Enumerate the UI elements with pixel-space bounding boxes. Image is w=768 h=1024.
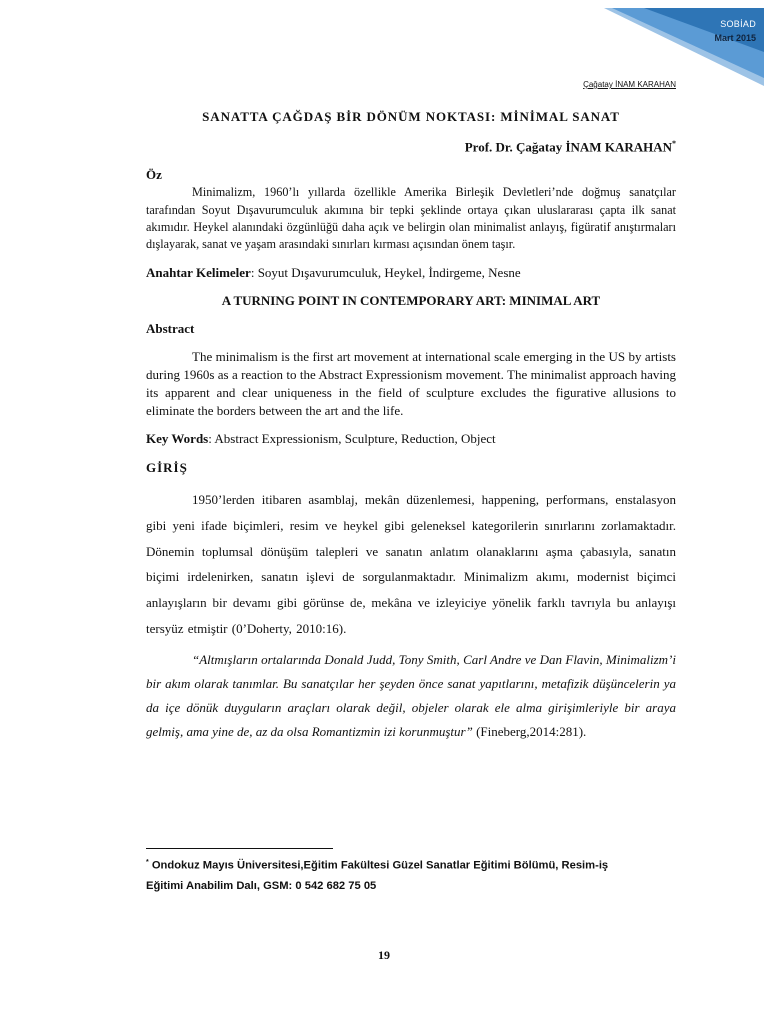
footnote bbox=[146, 853, 666, 896]
author-name: Prof. Dr. Çağatay İNAM KARAHAN bbox=[464, 139, 672, 155]
giris-heading: GİRİŞ bbox=[146, 460, 188, 476]
block-quote bbox=[146, 648, 676, 745]
page-number: 19 bbox=[378, 948, 390, 962]
keywords-tr-text: : Soyut Dışavurumculuk, Heykel, İndirgeme, Nesne bbox=[250, 264, 521, 280]
oz-heading: Öz bbox=[146, 167, 162, 183]
journal-badge bbox=[604, 8, 764, 86]
quote-citation: (Fineberg,2014:281). bbox=[472, 724, 587, 740]
article-body bbox=[146, 108, 676, 744]
keywords-tr bbox=[146, 264, 676, 282]
keywords-en-text: : Abstract Expressionism, Sculpture, Reduction, Object bbox=[208, 431, 496, 447]
footnote-affiliation: Ondokuz Mayıs Üniversitesi,Eğitim Fakültesi Güzel Sanatlar Eğitimi Bölümü, Resim-iş bbox=[148, 859, 609, 872]
keywords-en-label: Key Words bbox=[146, 431, 209, 447]
footnote-line-2: Eğitimi Anabilim Dalı, GSM: 0 542 682 75 05 bbox=[146, 879, 377, 892]
author-line bbox=[146, 135, 676, 156]
badge-issue-date: Mart 2015 bbox=[714, 33, 756, 43]
giris-paragraph: 1950’lerden itibaren asamblaj, mekân düzenlemesi, happening, performans, enstalasyon gibi yeni ifade biçimleri, resim ve heykel gibi geleneksel kategorilerin sınırlarını zorlamaktadır. Dönemin toplumsal dönüşüm talepleri ve sanatın anlatım olanaklarını aşma çabasıyla, sanatın biçimi irdelenirken, sanatın işlevi de sorgulanmaktadır. Minimalizm akımı, modernist biçimci anlayışların bir devamı gibi görünse de, mekâna ve izleyiciye yönelik farklı tavrıyla bu anlayışı tersyüz etmiştir (0’Doherty, 2010:16). bbox=[146, 492, 676, 636]
article-title-en: A TURNING POINT IN CONTEMPORARY ART: MINIMAL ART bbox=[221, 292, 601, 308]
footnote-line-1 bbox=[146, 853, 666, 876]
abstract-heading: Abstract bbox=[146, 320, 195, 336]
author-footnote-mark: * bbox=[672, 139, 676, 148]
article-title-tr: SANATTA ÇAĞDAŞ BİR DÖNÜM NOKTASI: MİNİMAL SANAT bbox=[202, 109, 620, 124]
footnote-separator bbox=[146, 848, 333, 849]
footnote-mark: * bbox=[146, 859, 149, 866]
oz-paragraph: Minimalizm, 1960’lı yıllarda özellikle Amerika Birleşik Devletleri’nde doğmuş sanatçılar tarafından Soyut Dışavurumculuk akımına bir tepki şeklinde ortaya çıkan uluslararası çapta ilk sanat akımıdır. Heykel alanındaki özgünlüğü daha açık ve belirgin olan minimalist anlayış, figüratif anıştırmaları dışlayarak, sanat ve yaşam arasındaki sınırları kırması açısından önem taşır. bbox=[146, 185, 676, 252]
keywords-en bbox=[146, 430, 676, 448]
running-head: Çağatay İNAM KARAHAN bbox=[583, 80, 676, 89]
badge-journal-name: SOBİAD bbox=[720, 19, 756, 29]
abstract-paragraph: The minimalism is the first art movement at international scale emerging in the US by artists during 1960s as a reaction to the Abstract Expressionism movement. The minimalist approach having its apparent and clear uniqueness in the field of sculpture excludes the figurative allusions to eliminate the borders between the art and the life. bbox=[146, 348, 676, 419]
quote-text: “Altmışların ortalarında Donald Judd, Tony Smith, Carl Andre ve Dan Flavin, Minimalizm’i bir akım olarak tanımlar. Bu sanatçılar her şeyden önce sanat yapıtlarını, metafizik düşüncelerin ya da içe dönük duyguların araçları olarak değil, objeler olarak ele alma girişimleriyle bir araya gelmiş, ama yine de, az da olsa Romantizmin izi korunmuştur” bbox=[146, 651, 676, 740]
keywords-tr-label: Anahtar Kelimeler bbox=[146, 264, 251, 280]
